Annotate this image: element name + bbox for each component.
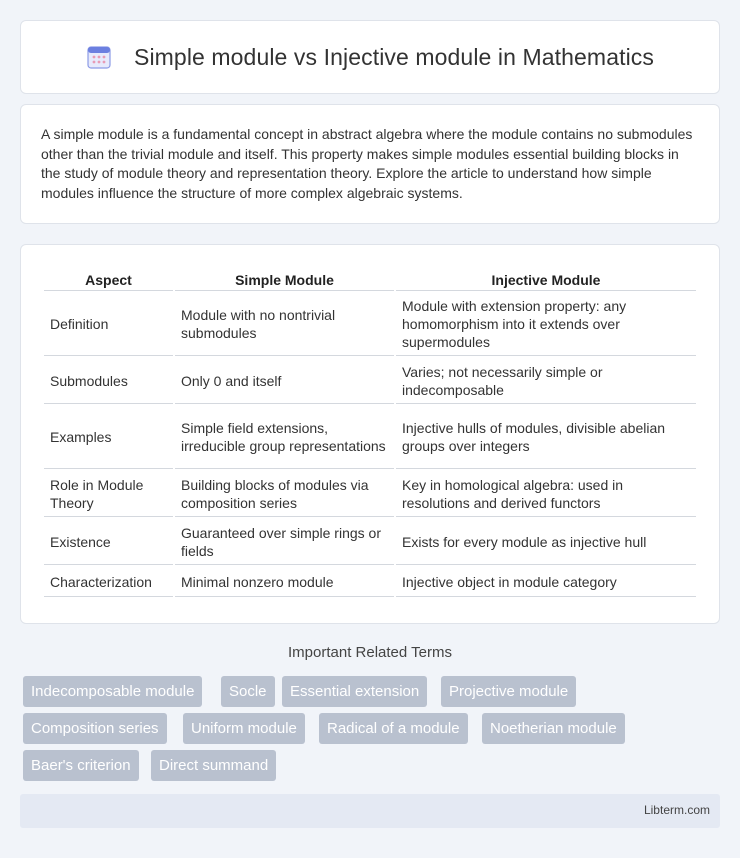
header-card [20,20,720,94]
related-terms-title: Important Related Terms [288,644,452,661]
related-term-tag[interactable]: Direct summand [151,750,276,781]
page-title: Simple module vs Injective module in Mathematics [134,43,654,70]
related-term-tag[interactable]: Essential extension [282,676,427,707]
cell-simple: Minimal nonzero module [175,567,394,597]
comparison-table-card [20,244,720,624]
cell-simple: Module with no nontrivial submodules [175,293,394,356]
cell-simple: Building blocks of modules via composition series [175,471,394,517]
calendar-icon [86,44,112,70]
table-row [44,519,696,565]
cell-aspect: Characterization [44,567,173,597]
cell-aspect: Role in Module Theory [44,471,173,517]
header-injective-module: Injective Module [396,267,696,291]
table-row [44,567,696,597]
header-aspect: Aspect [44,267,173,291]
cell-simple: Guaranteed over simple rings or fields [175,519,394,565]
footer-brand[interactable]: Libterm.com [643,803,710,817]
table-row [44,471,696,517]
related-term-tag[interactable]: Indecomposable module [23,676,202,707]
intro-text: A simple module is a fundamental concept in abstract algebra where the module contains no submodules other than the trivial module and itself. This property makes simple modules essential building blocks in the study of module theory and representation theory. Explore the article to understand how simple modules influence the structure of more complex algebraic systems. [41,126,693,201]
cell-simple: Only 0 and itself [175,358,394,404]
footer [20,794,720,828]
related-term-tag[interactable]: Radical of a module [319,713,468,744]
cell-injective: Module with extension property: any homomorphism into it extends over supermodules [396,293,696,356]
cell-aspect: Definition [44,293,173,356]
cell-injective: Exists for every module as injective hull [396,519,696,565]
cell-aspect: Examples [44,406,173,469]
related-term-tag[interactable]: Baer's criterion [23,750,139,781]
cell-injective: Key in homological algebra: used in resolutions and derived functors [396,471,696,517]
cell-injective: Varies; not necessarily simple or indecomposable [396,358,696,404]
comparison-table [42,265,698,599]
table-row [44,293,696,356]
table-header-row [44,267,696,291]
related-term-tag[interactable]: Socle [221,676,275,707]
table-row [44,358,696,404]
related-term-tag[interactable]: Composition series [23,713,167,744]
related-term-tag[interactable]: Noetherian module [482,713,625,744]
table-row [44,406,696,469]
cell-injective: Injective object in module category [396,567,696,597]
cell-aspect: Existence [44,519,173,565]
header-simple-module: Simple Module [175,267,394,291]
cell-simple: Simple field extensions, irreducible group representations [175,406,394,469]
intro-card [20,104,720,224]
cell-injective: Injective hulls of modules, divisible abelian groups over integers [396,406,696,469]
related-term-tag[interactable]: Uniform module [183,713,305,744]
related-term-tag[interactable]: Projective module [441,676,576,707]
cell-aspect: Submodules [44,358,173,404]
